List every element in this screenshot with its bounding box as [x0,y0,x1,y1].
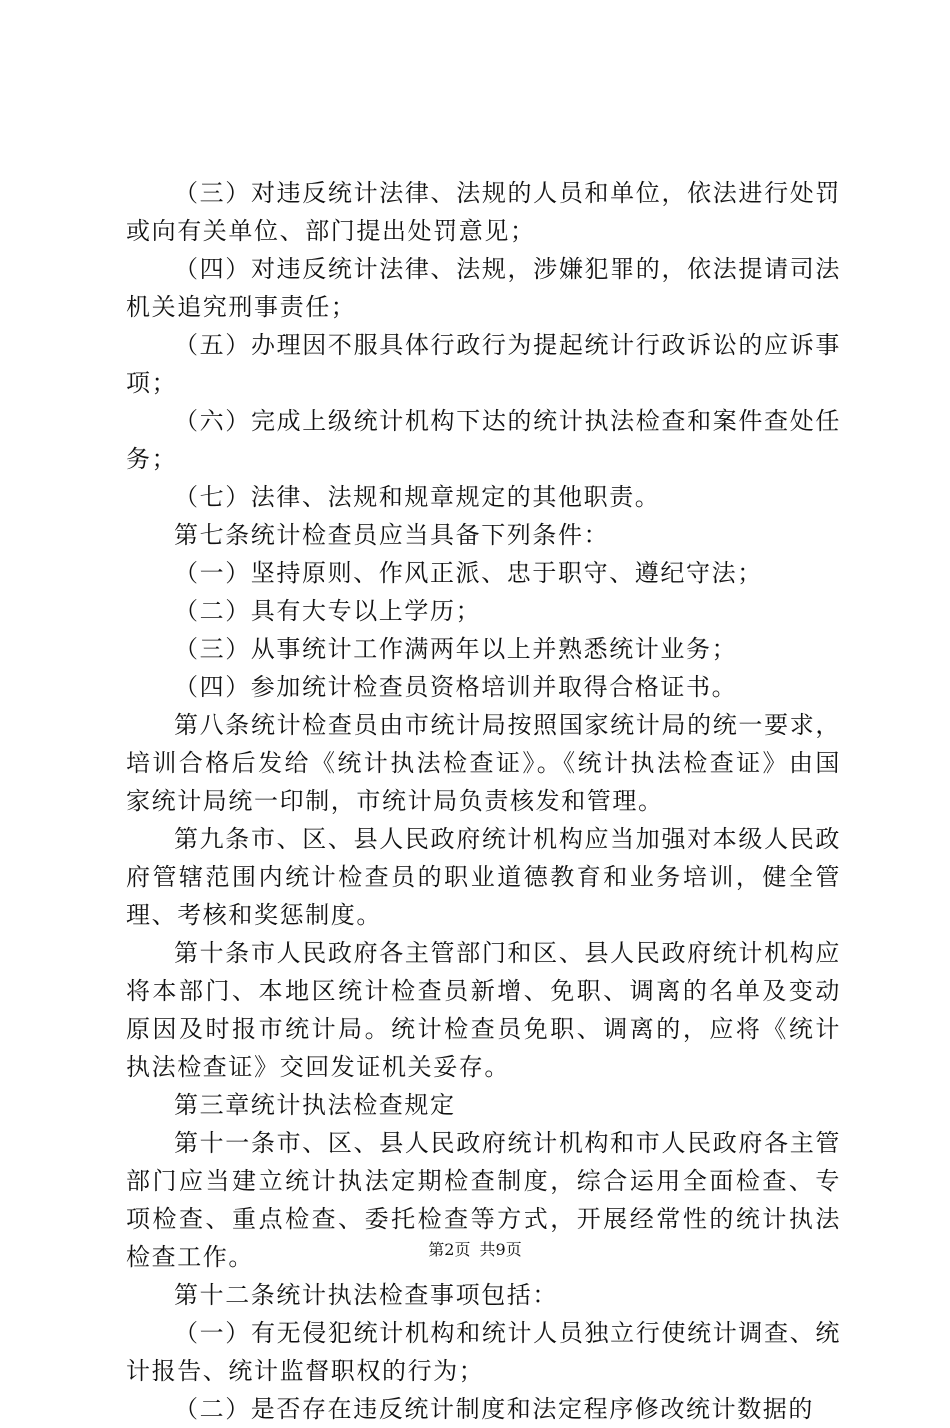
condition-item-4: （四）参加统计检查员资格培训并取得合格证书。 [174,673,738,701]
paragraph-item-5: （五）办理因不服具体行政行为提起统计行政诉讼的应诉事项； [126,331,841,397]
condition-item-3: （三）从事统计工作满两年以上并熟悉统计业务； [174,635,738,663]
chapter-3-heading: 第三章统计执法检查规定 [174,1091,456,1119]
article-9: 第九条市、区、县人民政府统计机构应当加强对本级人民政府管辖范围内统计检查员的职业道德教育和业务培训，健全管理、考核和奖惩制度。 [126,825,841,929]
page-number: 第2页 [428,1240,471,1259]
inspection-item-1: （一）有无侵犯统计机构和统计人员独立行使统计调查、统计报告、统计监督职权的行为； [126,1319,841,1385]
page-footer [0,1239,950,1261]
paragraph-item-6: （六）完成上级统计机构下达的统计执法检查和案件查处任务； [126,407,841,473]
article-11: 第十一条市、区、县人民政府统计机构和市人民政府各主管部门应当建立统计执法定期检查制度，综合运用全面检查、专项检查、重点检查、委托检查等方式，开展经常性的统计执法检查工作。 [126,1129,841,1271]
condition-item-2: （二）具有大专以上学历； [174,597,482,625]
paragraph-item-3: （三）对违反统计法律、法规的人员和单位，依法进行处罚或向有关单位、部门提出处罚意见； [126,179,841,245]
article-7: 第七条统计检查员应当具备下列条件： [174,521,610,549]
inspection-item-2: （二）是否存在违反统计制度和法定程序修改统计数据的 [174,1395,814,1423]
article-12: 第十二条统计执法检查事项包括： [174,1281,558,1309]
page-total: 共9页 [479,1240,522,1259]
article-10: 第十条市人民政府各主管部门和区、县人民政府统计机构应将本部门、本地区统计检查员新增、免职、调离的名单及变动原因及时报市统计局。统计检查员免职、调离的，应将《统计执法检查证》交回发证机关妥存。 [126,939,841,1081]
condition-item-1: （一）坚持原则、作风正派、忠于职守、遵纪守法； [174,559,763,587]
paragraph-item-7: （七）法律、法规和规章规定的其他职责。 [174,483,661,511]
article-8: 第八条统计检查员由市统计局按照国家统计局的统一要求，培训合格后发给《统计执法检查证》。《统计执法检查证》由国家统计局统一印制，市统计局负责核发和管理。 [126,711,841,815]
paragraph-item-4: （四）对违反统计法律、法规，涉嫌犯罪的，依法提请司法机关追究刑事责任； [126,255,841,321]
